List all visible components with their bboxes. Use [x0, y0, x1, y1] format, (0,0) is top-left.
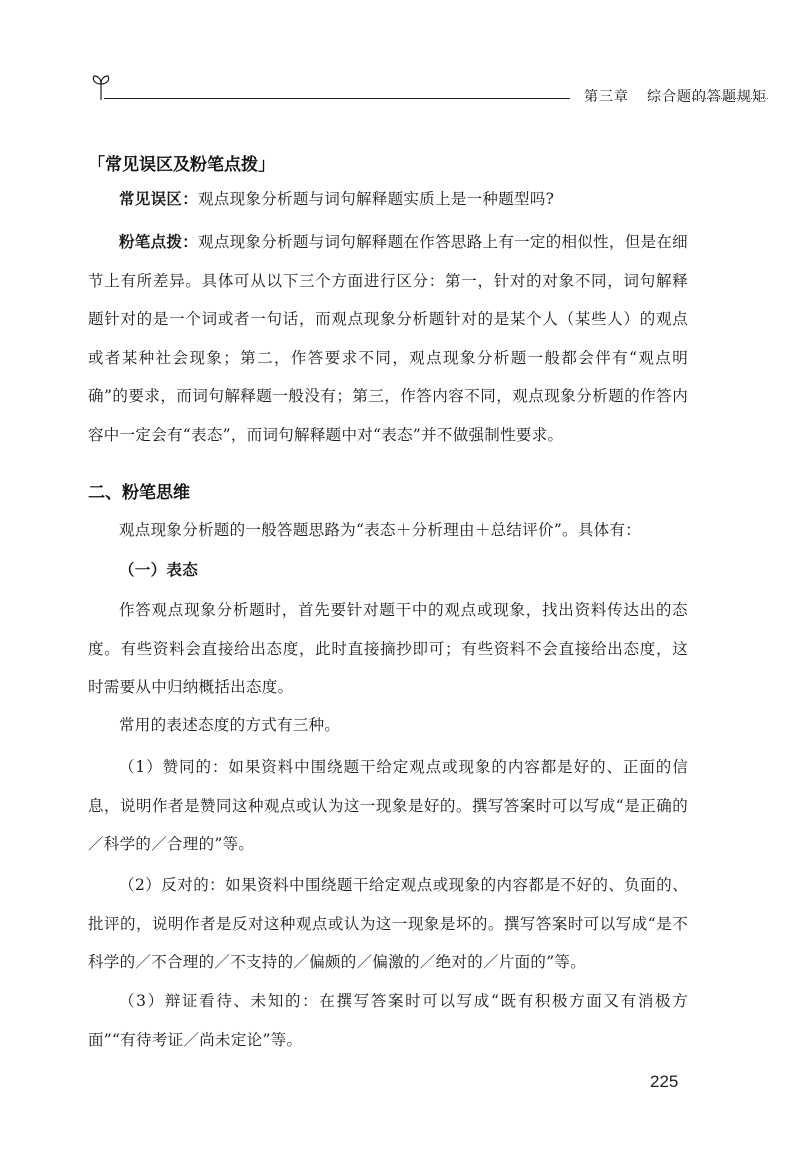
misconception-heading: 「常见误区及粉笔点拨」 — [88, 155, 275, 175]
question-text: 观点现象分析题与词句解释题实质上是一种题型吗? — [198, 190, 555, 208]
answer-label: 粉笔点拨： — [119, 233, 199, 251]
item-oppose: （2）反对的：如果资料中围绕题干给定观点或现象的内容都是不好的、负面的、批评的，说明作者是反对这种观点或认为这一现象是坏的。撰写答案时可以写成“是不科学的／不合理的／不支持的／偏颇的／偏激的／绝对的／片面的”等。 — [88, 876, 688, 972]
page-number: 225 — [650, 1072, 679, 1091]
intro-paragraph: 观点现象分析题的一般答题思路为“表态＋分析理由＋总结评价”。具体有： — [119, 521, 642, 539]
header-rule — [104, 98, 570, 99]
item-agree-block — [88, 748, 688, 864]
item-oppose-block — [88, 866, 688, 982]
methods-intro: 常用的表述态度的方式有三种。 — [119, 716, 341, 734]
item-dialectic-block — [88, 982, 688, 1059]
header-chapter: 第三章 — [584, 89, 629, 105]
stance-subsection — [88, 551, 688, 590]
header-chapter-title: 综合题的答题规矩 — [647, 89, 767, 105]
item-agree: （1）赞同的：如果资料中围绕题干给定观点或现象的内容都是好的、正面的信息，说明作者是赞同这种观点或认为这一现象是好的。撰写答案时可以写成“是正确的／科学的／合理的”等。 — [88, 758, 688, 854]
stance-paragraph: 作答观点现象分析题时，首先要针对题干中的观点或现象，找出资料传达出的态度。有些资料会直接给出态度，此时直接摘抄即可；有些资料不会直接给出态度，这时需要从中归纳概括出态度。 — [88, 601, 688, 697]
methods-intro-block — [88, 706, 688, 745]
running-header — [90, 74, 770, 104]
item-dialectic: （3）辩证看待、未知的：在撰写答案时可以写成“既有积极方面又有消极方面”“有待考证／尚未定论”等。 — [88, 992, 688, 1049]
answer-text: 观点现象分析题与词句解释题在作答思路上有一定的相似性，但是在细节上有所差异。具体可从以下三个方面进行区分：第一，针对的对象不同，词句解释题针对的是一个词或者一句话，而观点现象分析题针对的是某个人（某些人）的观点或者某种社会现象；第二，作答要求不同，观点现象分析题一般都会伴有“观点明确”的要求，而词句解释题一般没有；第三，作答内容不同，观点现象分析题的作答内容中一定会有“表态”，而词句解释题中对“表态”并不做强制性要求。 — [88, 233, 688, 444]
question-label: 常见误区： — [119, 190, 199, 208]
section-intro — [88, 511, 688, 550]
stance-paragraph-block — [88, 591, 688, 707]
header-dotted-rule — [692, 98, 768, 99]
header-title — [584, 86, 767, 106]
stance-heading: （一）表态 — [119, 561, 199, 579]
section-heading: 二、粉笔思维 — [88, 483, 190, 503]
misconception-question — [88, 180, 688, 219]
misconception-answer — [88, 223, 688, 455]
